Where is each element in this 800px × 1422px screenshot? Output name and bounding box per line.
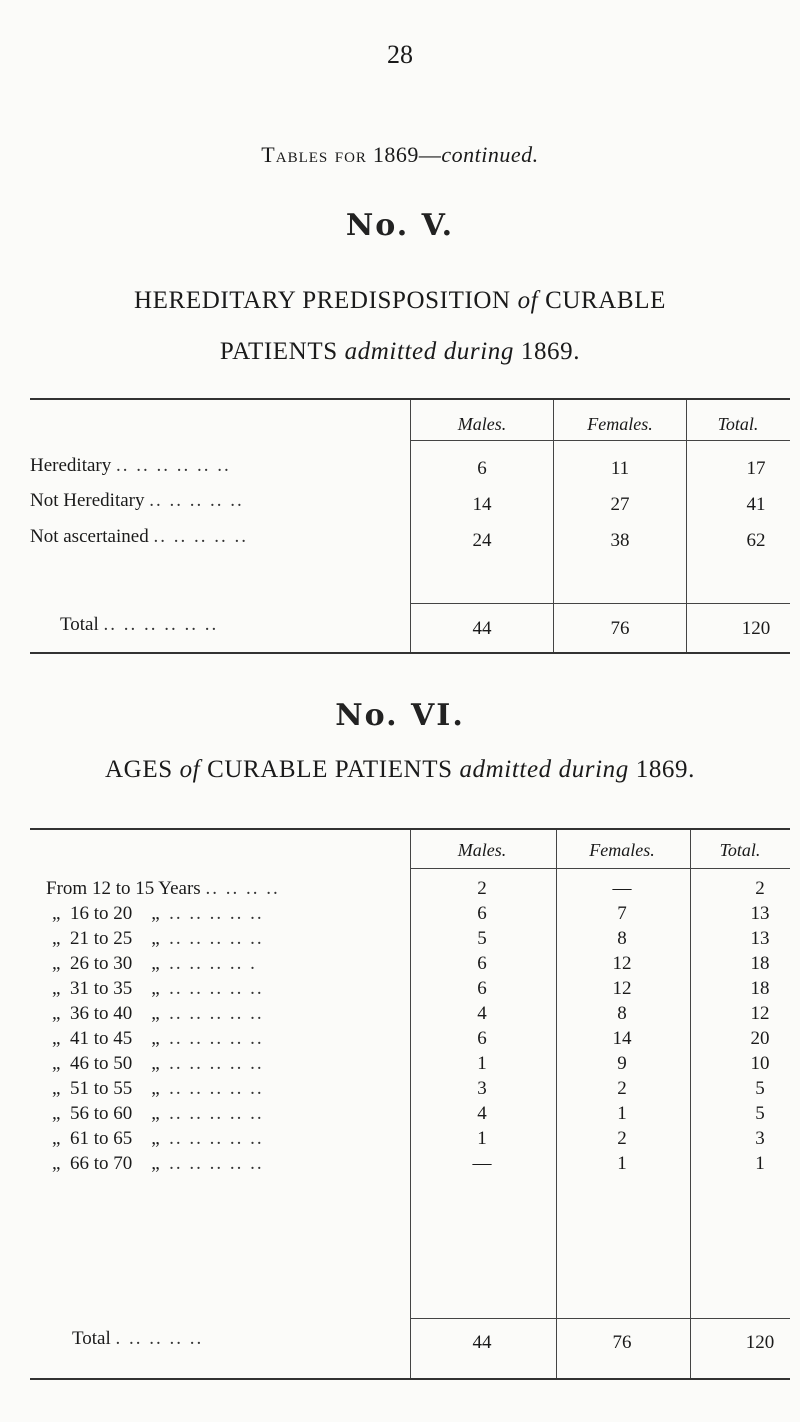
table6-total-cell: 120: [745, 1332, 775, 1353]
table5-cell: 17: [746, 458, 766, 479]
table6-cell: 6: [477, 1028, 487, 1049]
table5-title-main: HEREDITARY PREDISPOSITION: [134, 287, 511, 314]
table5-header-males: Males.: [457, 414, 507, 434]
table6-cell: 18: [750, 953, 770, 974]
table6-cell: 4: [477, 1003, 487, 1024]
table5-col-divider-3: [686, 400, 687, 652]
table5-cell: 62: [746, 530, 766, 551]
table6-total-cell: 76: [612, 1332, 632, 1353]
table6-cell: 13: [750, 928, 770, 949]
table5-total-cell: 76: [610, 618, 630, 639]
table5-title-of: of: [517, 287, 539, 314]
table6-row-label: „ 21 to 25 „ .. .. .. .. ..: [52, 928, 264, 949]
table6-row-label: „ 61 to 65 „ .. .. .. .. ..: [52, 1128, 264, 1149]
table6-cell: 3: [477, 1078, 487, 1099]
table5-total-cell: 120: [741, 618, 771, 639]
table6-header-males: Males.: [457, 840, 507, 860]
table5-col-divider-2: [553, 400, 554, 652]
table5-subtitle-italic: admitted during: [344, 338, 514, 365]
table6-cell: 1: [617, 1153, 627, 1174]
table6-cell: 13: [750, 903, 770, 924]
table6-cell: 5: [755, 1078, 765, 1099]
table5-total-rule: [410, 603, 790, 604]
table5-cell: 6: [477, 458, 487, 479]
table5-header-females: Females.: [587, 414, 653, 434]
table6-cell: 5: [477, 928, 487, 949]
table5-cell: 38: [610, 530, 630, 551]
table6-row-label: From 12 to 15 Years .. .. .. ..: [46, 878, 280, 899]
table6-title-year: 1869.: [635, 756, 695, 783]
table6-title-rest: CURABLE PATIENTS: [207, 756, 453, 783]
table5-row-label: Hereditary .. .. .. .. .. ..: [30, 455, 231, 476]
table5-cell: 14: [472, 494, 492, 515]
table5-title: [0, 287, 800, 315]
table5-row-label: Not Hereditary .. .. .. .. ..: [30, 490, 244, 511]
table6-cell: 6: [477, 903, 487, 924]
table6-cell: 12: [612, 978, 632, 999]
table5-number: No. V.: [345, 208, 455, 243]
table6-row-label: „ 16 to 20 „ .. .. .. .. ..: [52, 903, 264, 924]
table6-title-of: of: [179, 756, 201, 783]
table6-cell: 4: [477, 1103, 487, 1124]
table6-row-label: „ 51 to 55 „ .. .. .. .. ..: [52, 1078, 264, 1099]
table6-total-rule: [410, 1318, 790, 1319]
table5-total-label: Total .. .. .. .. .. ..: [60, 614, 219, 635]
table5-cell: 11: [610, 458, 630, 479]
table5-total-cell: 44: [472, 618, 492, 639]
table6-row-label: „ 31 to 35 „ .. .. .. .. ..: [52, 978, 264, 999]
table5-header-total: Total.: [717, 414, 759, 434]
table6-cell: 2: [477, 878, 487, 899]
table6-cell: 1: [477, 1053, 487, 1074]
table6-total-label: Total . .. .. .. ..: [72, 1328, 204, 1349]
table5-row-label: Not ascertained .. .. .. .. ..: [30, 526, 248, 547]
table6-row-label: „ 66 to 70 „ .. .. .. .. ..: [52, 1153, 264, 1174]
table6-cell: 14: [612, 1028, 632, 1049]
table5-title-rest: CURABLE: [545, 287, 666, 314]
table6-cell: 2: [617, 1078, 627, 1099]
table6-cell: 10: [750, 1053, 770, 1074]
table6-cell: 18: [750, 978, 770, 999]
table6-col-divider-3: [690, 830, 691, 1378]
table6-cell: —: [612, 878, 632, 899]
running-head-continued: continued.: [441, 142, 539, 167]
table5-cell: 24: [472, 530, 492, 551]
table5-subtitle: [0, 338, 800, 366]
table6-cell: 1: [477, 1128, 487, 1149]
table6-cell: —: [472, 1153, 492, 1174]
table5-col-divider-1: [410, 400, 411, 652]
table6-cell: 7: [617, 903, 627, 924]
table6-cell: 2: [617, 1128, 627, 1149]
table5-subtitle-main: PATIENTS: [219, 338, 338, 365]
table6-cell: 12: [612, 953, 632, 974]
table6-cell: 20: [750, 1028, 770, 1049]
table6-row-label: „ 41 to 45 „ .. .. .. .. ..: [52, 1028, 264, 1049]
table6-total-cell: 44: [472, 1332, 492, 1353]
table6-row-label: „ 36 to 40 „ .. .. .. .. ..: [52, 1003, 264, 1024]
table6-row-label: „ 56 to 60 „ .. .. .. .. ..: [52, 1103, 264, 1124]
table6-header-rule: [410, 868, 790, 869]
page-number: 28: [387, 40, 413, 69]
table6-cell: 5: [755, 1103, 765, 1124]
table6-title-main: AGES: [105, 756, 173, 783]
running-head: [0, 142, 800, 168]
table6-row-label: „ 46 to 50 „ .. .. .. .. ..: [52, 1053, 264, 1074]
table6-cell: 3: [755, 1128, 765, 1149]
table6-cell: 1: [755, 1153, 765, 1174]
table5-subtitle-year: 1869.: [520, 338, 581, 365]
table6-cell: 6: [477, 953, 487, 974]
table6-cell: 1: [617, 1103, 627, 1124]
table6-cell: 8: [617, 1003, 627, 1024]
table6-header-females: Females.: [589, 840, 655, 860]
table6-cell: 8: [617, 928, 627, 949]
table6-header-total: Total.: [719, 840, 761, 860]
table6-col-divider-1: [410, 830, 411, 1378]
running-head-year: 1869—: [372, 142, 442, 167]
running-head-main: Tables for: [261, 142, 367, 167]
table6-title-italic: admitted during: [459, 756, 629, 783]
table6-cell: 2: [755, 878, 765, 899]
table6-title: [0, 756, 800, 784]
table6-cell: 9: [617, 1053, 627, 1074]
table6-cell: 6: [477, 978, 487, 999]
table6-col-divider-2: [556, 830, 557, 1378]
table6-cell: 12: [750, 1003, 770, 1024]
table5-bottom-rule: [30, 652, 790, 654]
table5-cell: 27: [610, 494, 630, 515]
table6-row-label: „ 26 to 30 „ .. .. .. .. .: [52, 953, 257, 974]
table5-cell: 41: [746, 494, 766, 515]
table6-number: No. VI.: [335, 698, 465, 733]
table5-header-rule: [410, 440, 790, 441]
table6-bottom-rule: [30, 1378, 790, 1380]
